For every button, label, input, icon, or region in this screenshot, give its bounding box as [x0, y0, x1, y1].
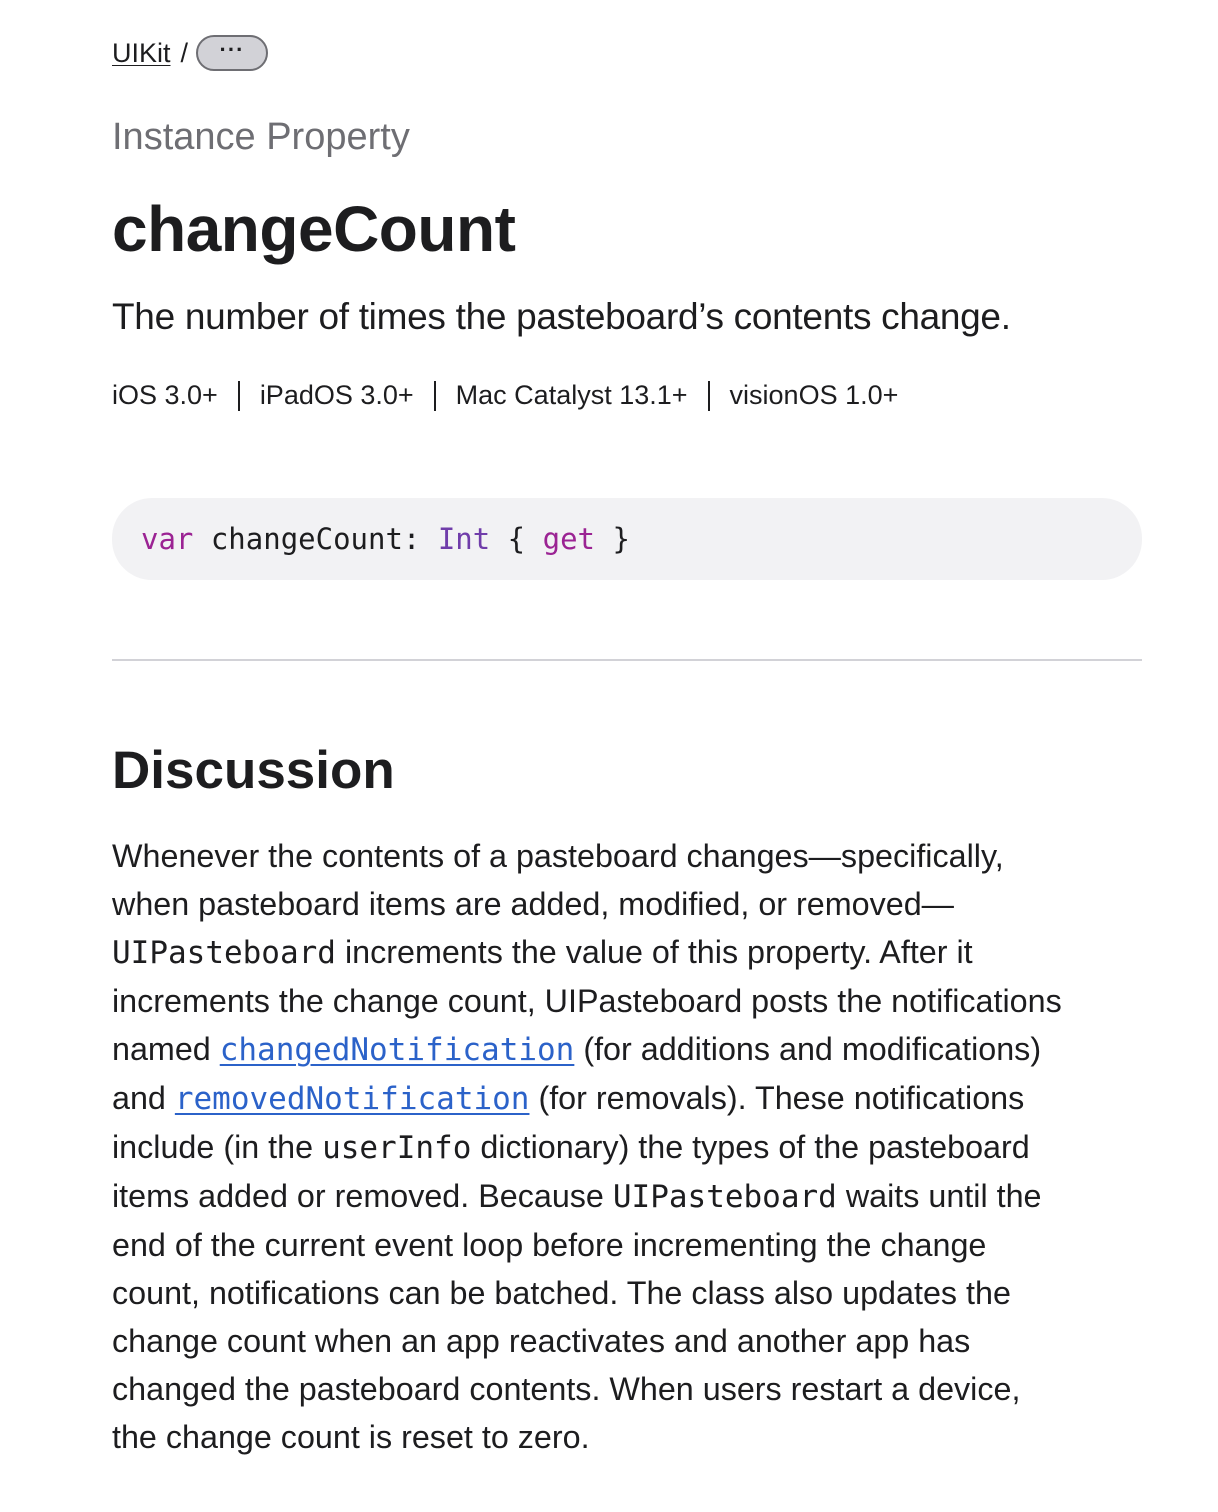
- discussion-line: count, notifications can be batched. The class also updates the: [112, 1275, 1011, 1311]
- discussion-line: changed the pasteboard contents. When users restart a device,: [112, 1371, 1021, 1407]
- ellipsis-icon: ···: [219, 37, 245, 62]
- declaration-name: changeCount:: [193, 522, 438, 556]
- symbol-kind-label: Instance Property: [112, 116, 410, 158]
- discussion-text: (for removals). These notifications: [529, 1080, 1025, 1116]
- platform-ipados: iPadOS 3.0+: [259, 380, 414, 410]
- platform-mac-catalyst: Mac Catalyst 13.1+: [455, 380, 688, 410]
- platform-divider: [238, 381, 240, 411]
- breadcrumb-uikit-link[interactable]: UIKit: [112, 37, 171, 68]
- discussion-text: dictionary) the types of the pasteboard: [471, 1129, 1030, 1165]
- platform-divider: [434, 381, 436, 411]
- inline-code-uipasteboard: UIPasteboard: [112, 935, 336, 971]
- discussion-heading: Discussion: [112, 741, 395, 800]
- discussion-text: items added or removed. Because: [112, 1178, 613, 1214]
- discussion-text: waits until the: [836, 1178, 1042, 1214]
- discussion-line: when pasteboard items are added, modified, or removed—: [112, 886, 954, 922]
- discussion-line: [112, 1172, 1142, 1221]
- breadcrumb-separator: /: [180, 37, 189, 68]
- page-title: changeCount: [112, 193, 516, 265]
- discussion-text: named: [112, 1031, 220, 1067]
- declaration-keyword-get: get: [542, 522, 595, 556]
- discussion-line: Whenever the contents of a pasteboard changes—specifically,: [112, 838, 1004, 874]
- section-divider: [112, 659, 1142, 661]
- discussion-line: [112, 1025, 1142, 1074]
- discussion-line: end of the current event loop before incrementing the change: [112, 1227, 987, 1263]
- discussion-line: increments the change count, UIPasteboard posts the notifications: [112, 983, 1062, 1019]
- discussion-paragraph: [112, 832, 1142, 1461]
- discussion-text: include (in the: [112, 1129, 323, 1165]
- platform-visionos: visionOS 1.0+: [729, 380, 899, 410]
- changed-notification-link[interactable]: changedNotification: [219, 1032, 575, 1068]
- discussion-text: and: [112, 1080, 175, 1116]
- discussion-line: change count when an app reactivates and another app has: [112, 1323, 971, 1359]
- availability-list: [112, 380, 898, 411]
- discussion-line: [112, 1074, 1142, 1123]
- declaration-type: Int: [437, 522, 491, 556]
- discussion-line: [112, 928, 1142, 977]
- platform-ios: iOS 3.0+: [112, 380, 218, 410]
- abstract: The number of times the pasteboard’s contents change.: [112, 296, 1011, 337]
- platform-divider: [708, 381, 710, 411]
- discussion-text: increments the value of this property. After it: [335, 934, 973, 970]
- declaration-code-block: [112, 498, 1142, 580]
- discussion-line: [112, 1123, 1142, 1172]
- breadcrumb-more-button[interactable]: [196, 35, 268, 71]
- inline-code-uipasteboard: UIPasteboard: [612, 1179, 837, 1215]
- removed-notification-link[interactable]: removedNotification: [174, 1081, 530, 1117]
- declaration-brace-close: }: [595, 522, 630, 556]
- declaration-keyword-var: var: [141, 522, 194, 556]
- declaration-brace-open: {: [490, 522, 543, 556]
- breadcrumb: [112, 32, 268, 74]
- inline-code-userinfo: userInfo: [322, 1130, 472, 1166]
- discussion-text: (for additions and modifications): [574, 1031, 1042, 1067]
- discussion-line: the change count is reset to zero.: [112, 1419, 590, 1455]
